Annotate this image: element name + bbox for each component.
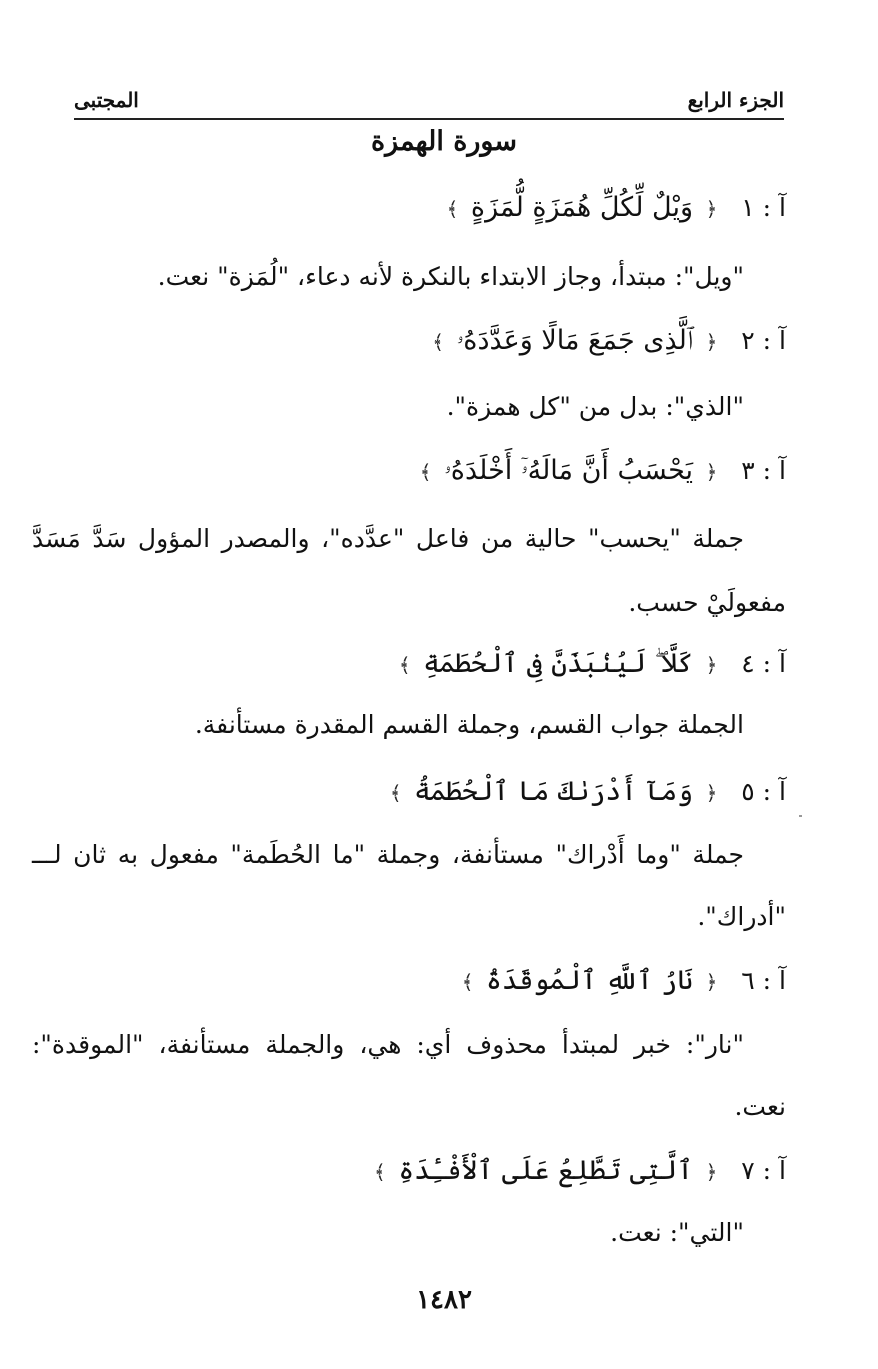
quran-verse [395,648,721,680]
explanation-line: الجملة جواب القسم، وجملة القسم المقدرة مستأنفة. [194,710,744,739]
explanation-line: جملة "يحسب" حالية من فاعل "عدَّده"، والمصدر المؤول سَدَّ مَسَدَّ [32,524,744,553]
quran-verse [443,192,722,223]
quran-verse [386,776,722,807]
scan-speck [799,815,802,817]
explanation-line: "أدراك". [697,902,786,931]
explanation-line: نعت. [734,1092,786,1121]
part-label: الجزء الرابع [687,88,784,112]
verse-text: ٱلَّذِى جَمَعَ مَالًا وَعَدَّدَهُۥ [456,325,694,356]
verse-line [74,776,786,807]
ornament-close-icon: ﴾ [374,1160,386,1184]
verse-ref: آ : ٤ [741,649,786,678]
verse-line [74,1155,786,1186]
ornament-open-icon: ﴿ [705,781,718,805]
quran-verse [458,965,722,996]
explanation-line: "نار": خبر لمبتدأ محذوف أي: هي، والجملة مستأنفة، "الموقدة": [32,1030,744,1059]
ornament-open-icon: ﴿ [705,653,718,677]
verse-line [74,192,786,223]
verse-text: يَحْسَبُ أَنَّ مَالَهُۥٓ أَخْلَدَهُۥ [444,455,694,486]
ornament-close-icon: ﴾ [461,970,474,994]
ornament-close-icon: ﴾ [419,460,432,484]
explanation-line: "ويل": مبتدأ، وجاز الابتداء بالنكرة لأنه دعاء، "لُمَزة" نعت. [157,262,744,291]
verse-line [74,455,786,487]
header-rule [74,118,784,120]
verse-line [74,648,786,680]
ornament-open-icon: ﴿ [705,1160,718,1184]
surah-title: سورة الهمزة [371,126,517,157]
ornament-close-icon: ﴾ [398,653,411,677]
verse-ref: آ : ٣ [741,456,786,485]
verse-text: وَيْلٌ لِّكُلِّ هُمَزَةٍ لُّمَزَةٍ [470,192,694,223]
verse-ref: آ : ٧ [741,1156,786,1185]
verse-ref: آ : ٥ [741,777,786,806]
ornament-open-icon: ﴿ [705,330,718,354]
verse-text: نَارُ ٱللَّهِ ٱلْمُوقَدَةُ [486,965,694,996]
ornament-open-icon: ﴿ [705,970,718,994]
page-number: ١٤٨٢ [416,1285,472,1315]
verse-text: ٱلَّتِى تَطَّلِعُ عَلَى ٱلْأَفْـِٔدَةِ [398,1155,694,1186]
running-header [74,84,784,120]
ornament-open-icon: ﴿ [705,197,718,221]
verse-ref: آ : ٢ [741,326,786,355]
explanation-line: مفعولَيْ حسب. [628,588,786,617]
explanation-line: "الذي": بدل من "كل همزة". [446,392,744,421]
verse-ref: آ : ٦ [741,966,786,995]
explanation-line: "التي": نعت. [610,1218,744,1247]
quran-verse [370,1155,721,1186]
verse-line [74,325,786,357]
ornament-close-icon: ﴾ [446,197,459,221]
quran-verse [428,325,721,357]
verse-text: كَلَّا ۖ لَيُنۢبَذَنَّ فِى ٱلْحُطَمَةِ [423,648,694,679]
ornament-close-icon: ﴾ [389,781,402,805]
verse-line [74,965,786,996]
verse-ref: آ : ١ [741,193,786,222]
quran-verse [416,455,722,487]
verse-text: وَمَآ أَدْرَىٰكَ مَا ٱلْحُطَمَةُ [414,776,694,807]
ornament-close-icon: ﴾ [432,330,444,354]
ornament-open-icon: ﴿ [705,460,718,484]
explanation-line: جملة "وما أَدْراك" مستأنفة، وجملة "ما الحُطَمة" مفعول به ثان لـــ [32,840,744,869]
book-label: المجتبى [74,88,139,112]
